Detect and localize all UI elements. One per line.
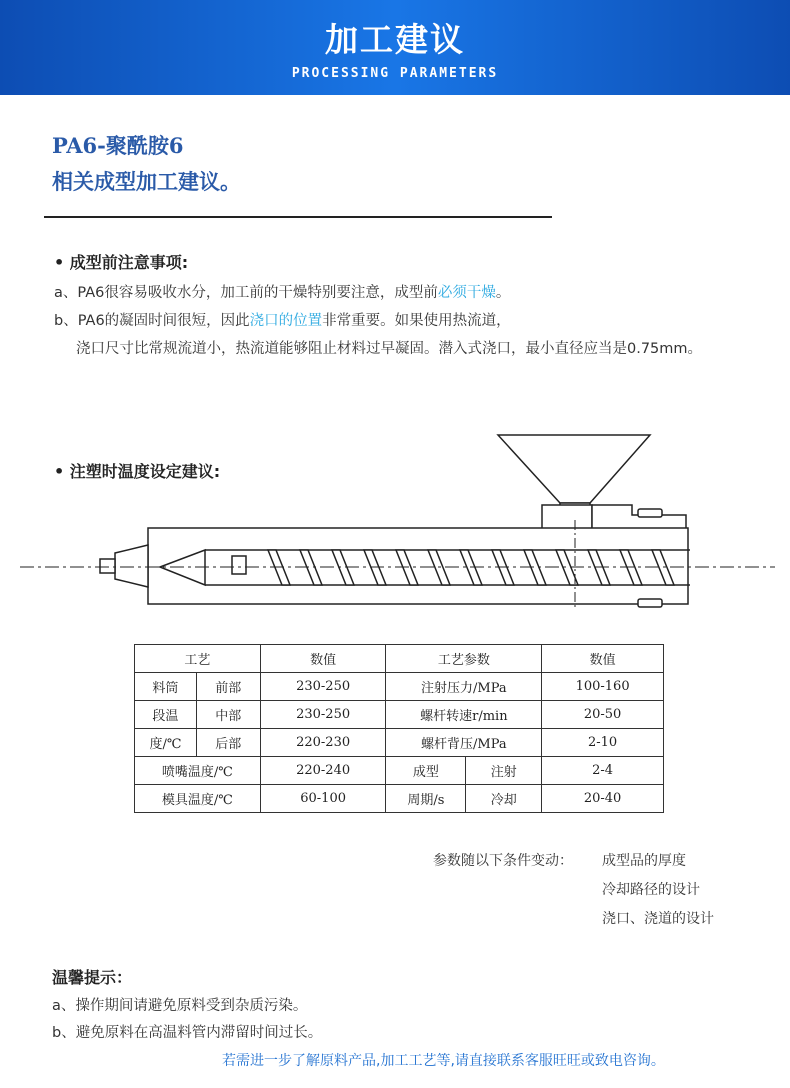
conditions-label: 参数随以下条件变动： — [433, 853, 573, 869]
precaution-b — [54, 309, 511, 330]
mold-temp-label: 模具温度/℃ — [135, 785, 261, 813]
header-value: 数值 — [260, 645, 386, 673]
contact-footer: 若需进一步了解原料产品,加工工艺等,请直接联系客服旺旺或致电咨询。 — [222, 1053, 665, 1069]
banner-subtitle: PROCESSING PARAMETERS — [291, 66, 499, 81]
table-row — [135, 729, 664, 757]
table-row — [135, 757, 664, 785]
tip-a: a、操作期间请避免原料受到杂质污染。 — [52, 998, 308, 1014]
inject-label: 注射 — [466, 757, 542, 785]
divider — [44, 216, 552, 218]
tip-b: b、避免原料在高温料管内滞留时间过长。 — [52, 1025, 323, 1041]
tips-title: 温馨提示： — [52, 968, 133, 987]
processing-parameters-table — [134, 644, 664, 813]
mold-temp-value: 60-100 — [260, 785, 386, 813]
zone-value: 220-230 — [260, 729, 386, 757]
barrel-label: 度/℃ — [135, 729, 197, 757]
cycle-label-1: 成型 — [386, 757, 466, 785]
precaution-b-highlight: 浇口的位置 — [249, 313, 323, 329]
header-process: 工艺 — [135, 645, 261, 673]
param-value: 2-10 — [542, 729, 664, 757]
nozzle-temp-value: 220-240 — [260, 757, 386, 785]
banner-title: 加工建议 — [325, 20, 465, 59]
condition-item: 冷却路径的设计 — [602, 882, 700, 898]
temperature-title: • 注塑时温度设定建议: — [54, 462, 221, 481]
precaution-a-suffix: 。 — [495, 285, 511, 301]
header-parameter: 工艺参数 — [386, 645, 542, 673]
cycle-label-2: 周期/s — [386, 785, 466, 813]
condition-item: 成型品的厚度 — [602, 853, 686, 869]
nozzle — [100, 545, 148, 587]
table-row — [135, 785, 664, 813]
cool-value: 20-40 — [542, 785, 664, 813]
precaution-a — [54, 281, 510, 302]
zone-value: 230-250 — [260, 673, 386, 701]
param-value: 20-50 — [542, 701, 664, 729]
barrel-label: 段温 — [135, 701, 197, 729]
table-row — [135, 673, 664, 701]
param-label: 注射压力/MPa — [386, 673, 542, 701]
zone-value: 230-250 — [260, 701, 386, 729]
param-label: 螺杆转速r/min — [386, 701, 542, 729]
material-subtitle: 相关成型加工建议。 — [52, 169, 241, 194]
injection-barrel-diagram — [0, 425, 790, 615]
cool-label: 冷却 — [466, 785, 542, 813]
table-row — [135, 701, 664, 729]
precaution-b-text: b、PA6的凝固时间很短，因此 — [54, 313, 250, 329]
barrel-label: 料筒 — [135, 673, 197, 701]
precaution-b-suffix: 非常重要。如果使用热流道， — [322, 313, 511, 329]
precaution-a-highlight: 必须干燥 — [437, 285, 496, 301]
inject-value: 2-4 — [542, 757, 664, 785]
material-title: PA6-聚酰胺6 — [52, 133, 184, 158]
precaution-a-text: a、PA6很容易吸收水分，加工前的干燥特别要注意，成型前 — [54, 285, 438, 301]
precautions-title: • 成型前注意事项: — [54, 253, 189, 272]
param-label: 螺杆背压/MPa — [386, 729, 542, 757]
nozzle-temp-label: 喷嘴温度/℃ — [135, 757, 261, 785]
precaution-b-line2: 浇口尺寸比常规流道小，热流道能够阻止材料过早凝固。潜入式浇口，最小直径应当是0.75mm。 — [76, 341, 703, 357]
header-banner — [0, 0, 790, 95]
zone-label: 后部 — [196, 729, 260, 757]
zone-label: 中部 — [196, 701, 260, 729]
barrel-body — [148, 505, 688, 607]
table-header-row — [135, 645, 664, 673]
condition-item: 浇口、浇道的设计 — [602, 911, 714, 927]
zone-label: 前部 — [196, 673, 260, 701]
header-value-2: 数值 — [542, 645, 664, 673]
param-value: 100-160 — [542, 673, 664, 701]
